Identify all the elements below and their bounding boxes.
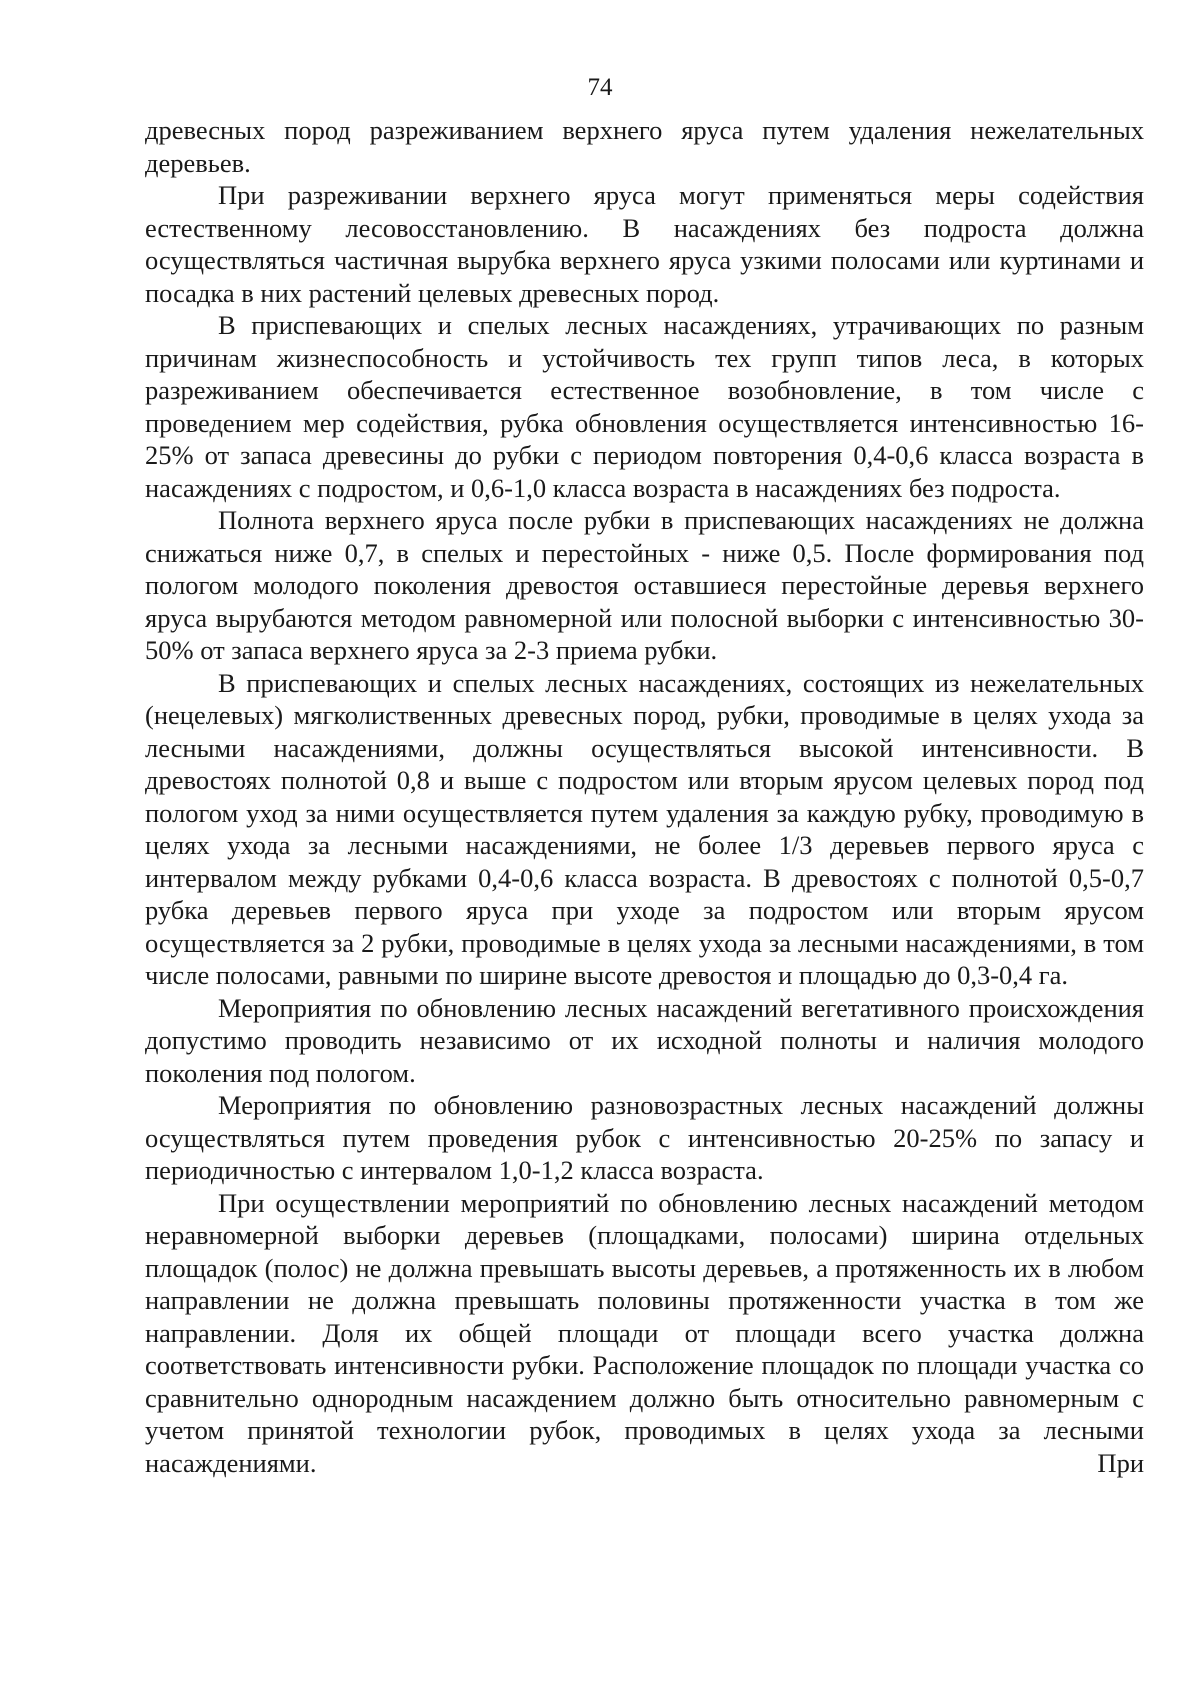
paragraph: При разреживании верхнего яруса могут применяться меры содействия естественному лесовосстановлению. В насаждениях без подроста должна осуществляться частичная вырубка верхнего яруса узкими полосами или куртинами и посадка в них растений целевых древесных пород. (145, 180, 1144, 308)
paragraph-continued: древесных пород разреживанием верхнего яруса путем удаления нежелательных деревьев. (145, 115, 1144, 178)
page-number: 74 (587, 74, 613, 101)
paragraph: Мероприятия по обновлению разновозрастных лесных насаждений должны осуществляться путем проведения рубок с интенсивностью 20-25% по запасу и периодичностью с интервалом 1,0-1,2 класса возраста. (145, 1090, 1144, 1185)
paragraph: В приспевающих и спелых лесных насаждениях, состоящих из нежелательных (нецелевых) мягколиственных древесных пород, рубки, проводимые в целях ухода за лесными насаждениями, должны осуществляться высокой интенсивности. В древостоях полнотой 0,8 и выше с подростом или вторым ярусом целевых пород под пологом уход за ними осуществляется путем удаления за каждую рубку, проводимую в целях ухода за лесными насаждениями, не более 1/3 деревьев первого яруса с интервалом между рубками 0,4-0,6 класса возраста. В древостоях с полнотой 0,5-0,7 рубка деревьев первого яруса при уходе за подростом или вторым ярусом осуществляется за 2 рубки, проводимые в целях ухода за лесными насаждениями, в том числе полосами, равными по ширине высоте древостоя и площадью до 0,3-0,4 га. (145, 667, 1144, 990)
paragraph: В приспевающих и спелых лесных насаждениях, утрачивающих по разным причинам жизнеспособность и устойчивость тех групп типов леса, в которых разреживанием обеспечивается естественное возобновление, в том числе с проведением мер содействия, рубка обновления осуществляется интенсивностью 16-25% от запаса древесины до рубки с периодом повторения 0,4-0,6 класса возраста в насаждениях с подростом, и 0,6-1,0 класса возраста в насаждениях без подроста. (145, 310, 1144, 503)
paragraph: Полнота верхнего яруса после рубки в приспевающих насаждениях не должна снижаться ниже 0,7, в спелых и перестойных - ниже 0,5. После формирования под пологом молодого поколения древостоя оставшиеся перестойные деревья верхнего яруса вырубаются методом равномерной или полосной выборки с интенсивностью 30-50% от запаса верхнего яруса за 2-3 приема рубки. (145, 505, 1144, 665)
paragraph: Мероприятия по обновлению лесных насаждений вегетативного происхождения допустимо проводить независимо от их исходной полноты и наличия молодого поколения под пологом. (145, 992, 1144, 1088)
body-text (145, 114, 1144, 1479)
paragraph-continues-next-page: При осуществлении мероприятий по обновлению лесных насаждений методом неравномерной выборки деревьев (площадками, полосами) ширина отдельных площадок (полос) не должна превышать высоты деревьев, а протяженность их в любом направлении не должна превышать половины протяженности участка в том же направлении. Доля их общей площади от площади всего участка должна соответствовать интенсивности рубки. Расположение площадок по площади участка со сравнительно однородным насаждением должно быть относительно равномерным с учетом принятой технологии рубок, проводимых в целях ухода за лесными насаждениями. При (145, 1187, 1144, 1478)
